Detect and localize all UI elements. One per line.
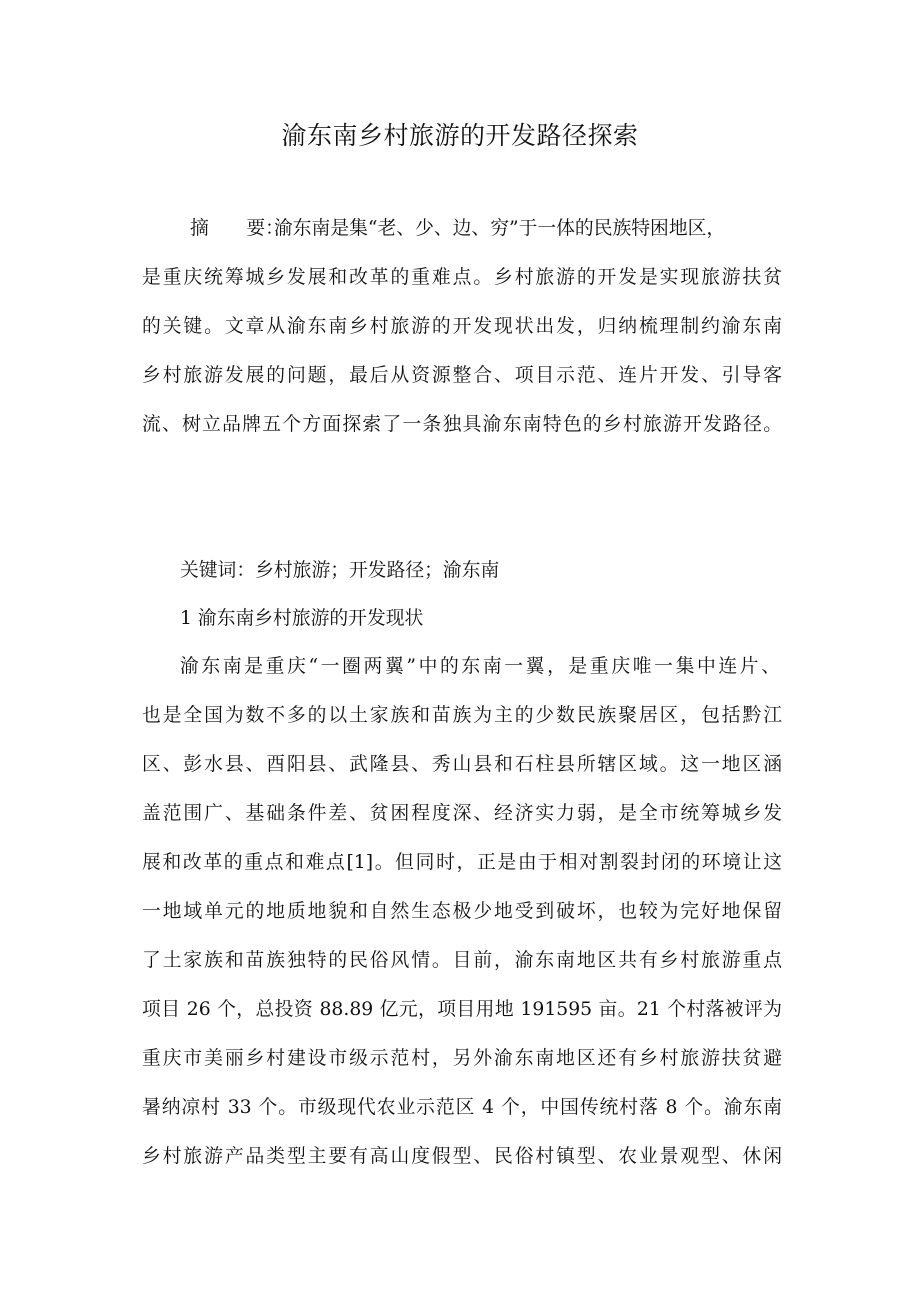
abstract-line-5: 流、树立品牌五个方面探索了一条独具渝东南特色的乡村旅游开发路径。 <box>142 414 782 435</box>
abstract-label: 摘 要： <box>190 218 284 239</box>
abstract-line-4: 乡村旅游发展的问题，最后从资源整合、项目示范、连片开发、引导客 <box>142 365 782 386</box>
document-title: 渝东南乡村旅游的开发路径探索 <box>281 121 639 150</box>
body-line-7: 了土家族和苗族独特的民俗风情。目前，渝东南地区共有乡村旅游重点 <box>142 950 782 971</box>
abstract-line-1-text: 渝东南是集“老、少、边、穷”于一体的民族特困地区， <box>274 218 726 239</box>
body-line-3: 区、彭水县、酉阳县、武隆县、秀山县和石柱县所辖区域。这一地区涵 <box>142 754 782 775</box>
body-line-10: 暑纳凉村 33 个。市级现代农业示范区 4 个，中国传统村落 8 个。渝东南 <box>142 1097 782 1118</box>
abstract-line-2: 是重庆统筹城乡发展和改革的重难点。乡村旅游的开发是实现旅游扶贫 <box>142 267 782 288</box>
body-line-1: 渝东南是重庆“一圈两翼”中的东南一翼，是重庆唯一集中连片、 <box>180 656 780 677</box>
body-line-4: 盖范围广、基础条件差、贫困程度深、经济实力弱，是全市统筹城乡发 <box>142 803 782 824</box>
keywords: 关键词：乡村旅游；开发路径；渝东南 <box>180 560 500 581</box>
abstract-line-3: 的关键。文章从渝东南乡村旅游的开发现状出发，归纳梳理制约渝东南 <box>142 316 782 337</box>
body-line-8: 项目 26 个，总投资 88.89 亿元，项目用地 191595 亩。21 个村落被评为 <box>142 999 782 1020</box>
section-heading: 1 渝东南乡村旅游的开发现状 <box>180 608 424 629</box>
body-line-9: 重庆市美丽乡村建设市级示范村，另外渝东南地区还有乡村旅游扶贫避 <box>142 1048 782 1069</box>
body-line-11: 乡村旅游产品类型主要有高山度假型、民俗村镇型、农业景观型、休闲 <box>142 1146 782 1167</box>
body-line-2: 也是全国为数不多的以土家族和苗族为主的少数民族聚居区，包括黔江 <box>142 705 782 726</box>
body-line-6: 一地域单元的地质地貌和自然生态极少地受到破坏，也较为完好地保留 <box>142 901 782 922</box>
abstract-line-1 <box>142 216 782 242</box>
body-line-5: 展和改革的重点和难点[1]。但同时，正是由于相对割裂封闭的环境让这 <box>142 852 782 873</box>
